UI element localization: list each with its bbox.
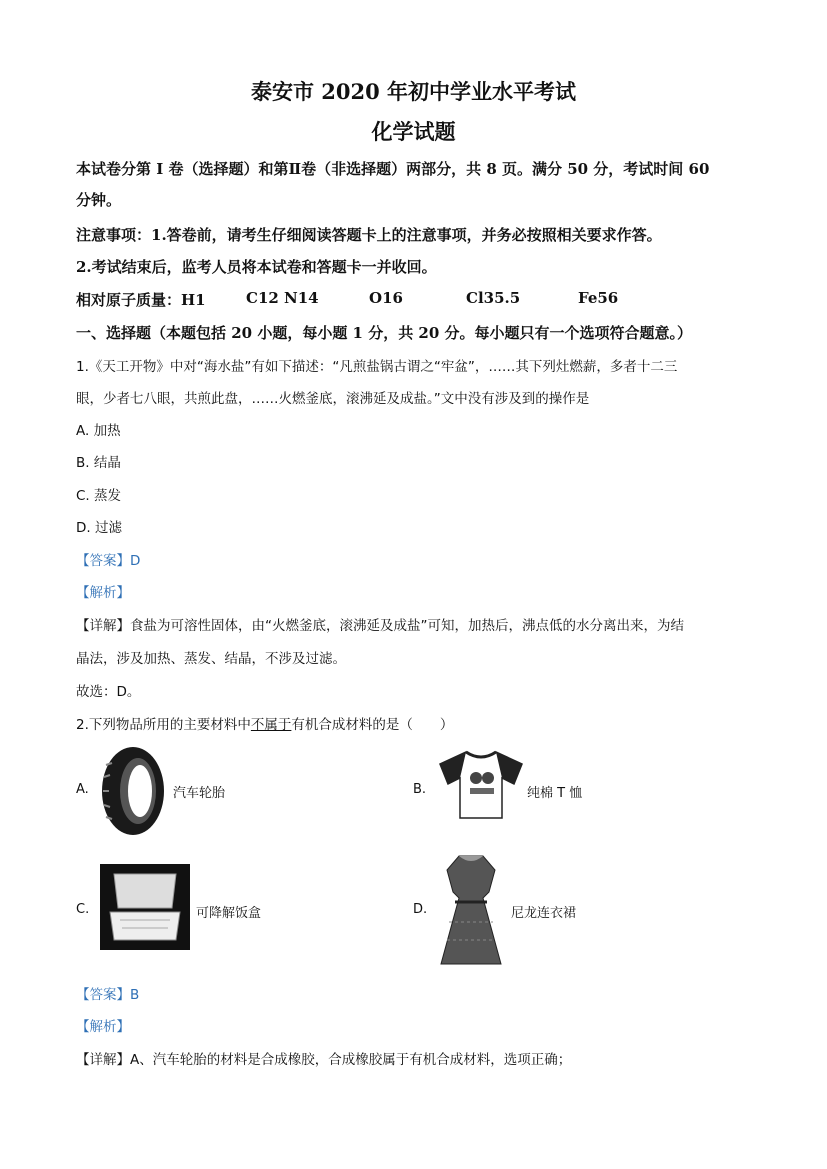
q2-option-a-label: 汽车轮胎 — [173, 786, 226, 801]
q2-option-b-label: 纯棉 T 恤 — [527, 786, 583, 801]
tire-icon — [100, 745, 166, 837]
q2-option-c-letter: C. — [76, 902, 90, 917]
notice-1: 注意事项：1.答卷前，请考生仔细阅读答题卡上的注意事项，并务必按照相关要求作答。 — [76, 226, 662, 244]
atomic-mass-label: 相对原子质量：H1 — [76, 291, 206, 309]
q1-option-a: A. 加热 — [76, 423, 121, 439]
atomic-mass-o: O16 — [369, 289, 403, 307]
q2-answer: 【答案】B — [76, 987, 140, 1003]
section-heading: 一、选择题（本题包括 20 小题，每小题 1 分，共 20 分。每小题只有一个选项符合题意。） — [76, 324, 693, 342]
q2-detail-line-1: 【详解】A、汽车轮胎的材料是合成橡胶，合成橡胶属于有机合成材料，选项正确； — [76, 1052, 572, 1068]
q1-option-b: B. 结晶 — [76, 455, 121, 471]
q2-option-d-letter: D. — [413, 902, 428, 917]
lunchbox-icon — [100, 864, 190, 950]
q2-option-a-letter: A. — [76, 782, 89, 797]
notice-2: 2.考试结束后，监考人员将本试卷和答题卡一并收回。 — [76, 258, 437, 276]
q1-stem-line-2: 眼，少者七八眼，共煎此盘，……火燃釜底，滚沸延及成盐。”文中没有涉及到的操作是 — [76, 391, 590, 407]
atomic-mass-fe: Fe56 — [578, 289, 619, 307]
dress-icon — [433, 852, 509, 968]
q1-stem-line-1: 1.《天工开物》中对“海水盐”有如下描述：“凡煎盐锅古谓之“牢盆”，……其下列灶燃薪，多者十二三 — [76, 359, 678, 375]
q1-option-c: C. 蒸发 — [76, 488, 122, 504]
q1-option-d: D. 过滤 — [76, 520, 122, 536]
q1-answer: 【答案】D — [76, 553, 141, 569]
atomic-mass-line — [76, 289, 776, 309]
exam-subtitle: 化学试题 — [371, 119, 456, 144]
q2-option-c-label: 可降解饭盒 — [196, 906, 262, 921]
q2-option-d-label: 尼龙连衣裙 — [511, 906, 577, 921]
q2-stem-post: 有机合成材料的是（ ） — [291, 717, 454, 733]
q2-stem-underlined: 不属于 — [250, 717, 292, 733]
q2-stem-pre: 2.下列物品所用的主要材料中 — [76, 717, 251, 733]
intro-line-2: 分钟。 — [76, 191, 122, 209]
exam-title: 泰安市 2020 年初中学业水平考试 — [250, 79, 577, 104]
tshirt-icon — [436, 748, 526, 820]
atomic-mass-cl: Cl35.5 — [466, 289, 521, 307]
intro-line-1: 本试卷分第 I 卷（选择题）和第Ⅱ卷（非选择题）两部分，共 8 页。满分 50 分，考试时间 60 — [76, 160, 710, 178]
atomic-mass-c-n: C12 N14 — [246, 289, 319, 307]
q1-conclusion: 故选：D。 — [76, 684, 141, 700]
q1-detail-line-1: 【详解】食盐为可溶性固体，由“火燃釜底，滚沸延及成盐”可知，加热后，沸点低的水分离出来，为结 — [76, 618, 684, 634]
q1-analysis: 【解析】 — [76, 585, 130, 601]
q2-analysis: 【解析】 — [76, 1019, 130, 1035]
q2-stem — [76, 713, 453, 733]
q2-option-b-letter: B. — [413, 782, 427, 797]
q1-detail-line-2: 晶法，涉及加热、蒸发、结晶，不涉及过滤。 — [76, 651, 346, 667]
